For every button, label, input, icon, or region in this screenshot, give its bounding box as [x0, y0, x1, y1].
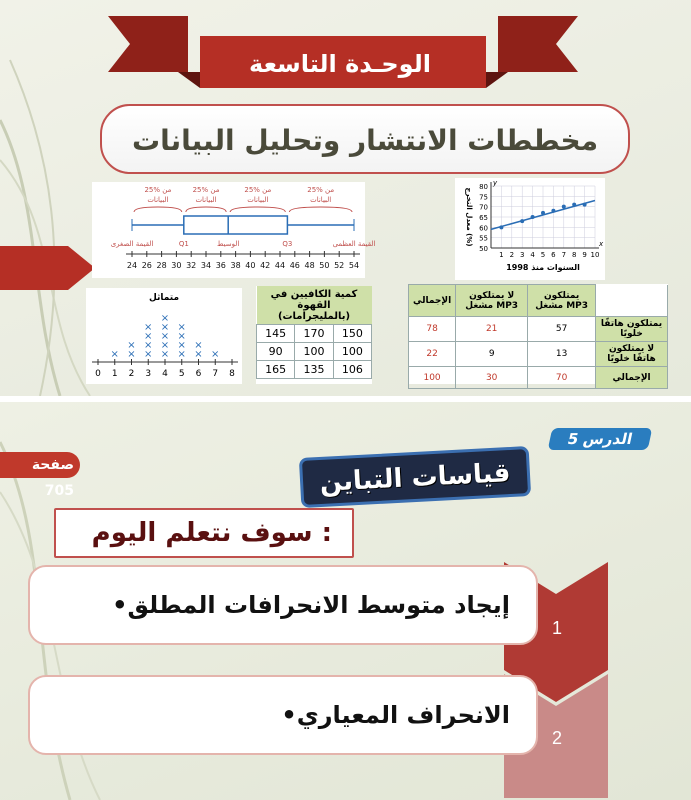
point-label: القيمة الصغرى [110, 240, 154, 248]
point-label: Q3 [282, 240, 293, 248]
point-label: القيمة العظمى [332, 240, 376, 248]
quartile-label: 25% من [244, 186, 272, 194]
tick-label: 2 [509, 251, 515, 259]
caffeine-table-card [256, 286, 372, 384]
twoway-cell: 78 [409, 317, 456, 342]
objective-item: •إيجاد متوسط الانحرافات المطلق [28, 565, 538, 645]
tick-label: 3 [145, 369, 152, 379]
lineplot-title: متماثل [148, 293, 180, 303]
tick-label: 46 [289, 261, 300, 270]
plot-mark: × [144, 322, 153, 333]
tick-label: 1 [499, 251, 504, 259]
twoway-row-header: يمتلكون هاتفًا خلويًا [596, 317, 668, 342]
lineplot-card [86, 288, 242, 384]
x-axis-label: السنوات منذ 1998 [506, 263, 580, 272]
data-point [562, 205, 566, 209]
twoway-row-header: الإجمالي [596, 367, 668, 389]
slide-unit-intro [0, 0, 691, 396]
plot-mark: × [144, 331, 153, 342]
lesson-title: قياسات التباين [299, 446, 531, 508]
quartile-brace [289, 207, 352, 212]
twoway-corner [596, 285, 668, 317]
tick-label: 8 [229, 369, 235, 379]
tick-label: 50 [479, 245, 488, 253]
plot-mark: × [144, 340, 153, 351]
tick-label: 6 [551, 251, 556, 259]
data-point [499, 225, 503, 229]
tick-label: 28 [156, 261, 167, 270]
data-point [520, 219, 524, 223]
quartile-label: 25% من [192, 186, 220, 194]
tick-label: 40 [245, 261, 256, 270]
tick-label: 2 [128, 369, 135, 379]
caffeine-cell: 100 [295, 343, 333, 361]
caffeine-cell: 90 [257, 343, 295, 361]
caffeine-table [256, 286, 372, 379]
scatter-figure [455, 178, 605, 280]
quartile-brace [186, 207, 226, 212]
tick-label: 8 [571, 251, 577, 259]
tick-label: 5 [178, 369, 185, 379]
twoway-col-header: يمتلكون مشغل MP3 [528, 285, 596, 317]
caffeine-cell: 135 [295, 361, 333, 379]
twoway-cell: 30 [456, 367, 528, 389]
tick-label: 10 [590, 251, 600, 259]
quartile-brace [134, 207, 182, 212]
twoway-row-header: لا يمتلكون هاتفًا خلويًا [596, 342, 668, 367]
tick-label: 75 [479, 193, 488, 202]
tick-label: 55 [479, 234, 488, 243]
tick-label: 44 [274, 261, 286, 270]
caffeine-cell: 106 [333, 361, 371, 379]
plot-mark: × [127, 340, 136, 351]
twoway-cell: 21 [456, 317, 528, 342]
quartile-label: البيانات [310, 196, 332, 204]
tick-label: 38 [230, 261, 241, 270]
plot-mark: × [211, 349, 220, 360]
axis-letter: x [599, 240, 604, 248]
red-arrow-decoration [0, 246, 95, 290]
data-point [531, 215, 535, 219]
axis-letter: y [493, 179, 498, 187]
point-label: Q1 [178, 240, 189, 248]
plot-mark: × [144, 349, 153, 360]
tick-label: 50 [319, 261, 330, 270]
tick-label: 65 [479, 214, 488, 222]
quartile-label: البيانات [247, 196, 269, 204]
plot-mark: × [160, 322, 170, 333]
caffeine-cell: 165 [257, 361, 295, 379]
twoway-cell: 100 [409, 367, 456, 389]
tick-label: 42 [260, 261, 271, 270]
lineplot-figure [86, 288, 242, 384]
unit-title: الوحـدة التاسعة [249, 50, 431, 78]
twoway-cell: 13 [528, 342, 596, 367]
boxplot-card [92, 182, 376, 278]
tick-label: 60 [479, 224, 488, 233]
plot-mark: × [177, 349, 186, 360]
learn-today-box: سوف نتعلم اليوم : [54, 508, 354, 558]
tick-label: 7 [561, 251, 567, 259]
scatter-card [455, 178, 605, 280]
y-axis-label: معدل التخرج (%) [465, 187, 473, 247]
tick-label: 5 [540, 251, 546, 259]
objective-number: 2 [552, 728, 563, 748]
data-point [572, 203, 576, 207]
quartile-label: البيانات [195, 196, 217, 204]
twoway-col-header: الإجمالي [409, 285, 456, 317]
quartile-label: 25% من [144, 186, 172, 194]
quartile-brace [230, 207, 285, 212]
tick-label: 80 [479, 183, 488, 191]
quartile-label: البيانات [147, 196, 169, 204]
plot-mark: × [177, 331, 186, 342]
twoway-cell: 57 [528, 317, 596, 342]
caffeine-header: كمية الكافيين في القهوة (بالمليجرامات) [257, 286, 372, 325]
page-badge: صفحة 705 [0, 452, 80, 478]
point-label: الوسيط [217, 240, 240, 248]
tick-label: 4 [162, 369, 168, 379]
plot-mark: × [110, 349, 119, 360]
plot-mark: × [127, 349, 136, 360]
tick-label: 4 [530, 251, 535, 259]
tick-label: 26 [141, 261, 152, 270]
data-point [541, 211, 545, 215]
twoway-table [408, 284, 668, 389]
slide-subtitle: مخططات الانتشار وتحليل البيانات [100, 104, 630, 174]
tick-label: 36 [215, 261, 226, 270]
plot-mark: × [194, 340, 203, 351]
tick-label: 52 [334, 261, 345, 270]
tick-label: 3 [519, 251, 525, 259]
twoway-table-card [408, 284, 668, 384]
caffeine-cell: 170 [295, 325, 333, 343]
caffeine-cell: 145 [257, 325, 295, 343]
tick-label: 6 [195, 369, 202, 379]
plot-mark: × [194, 349, 203, 360]
objective-number: 1 [552, 618, 563, 638]
lesson-badge: الدرس 5 [548, 428, 653, 450]
tick-label: 32 [186, 261, 197, 270]
data-point [583, 203, 587, 207]
caffeine-cell: 150 [333, 325, 371, 343]
tick-label: 70 [479, 203, 488, 212]
plot-mark: × [160, 313, 170, 324]
twoway-cell: 70 [528, 367, 596, 389]
tick-label: 34 [200, 261, 212, 270]
plot-mark: × [177, 340, 186, 351]
boxplot-figure [92, 182, 376, 278]
twoway-col-header: لا يمتلكون مشغل MP3 [456, 285, 528, 317]
plot-mark: × [160, 340, 170, 351]
tick-label: 9 [582, 251, 587, 259]
tick-label: 7 [212, 369, 219, 379]
tick-label: 54 [348, 261, 360, 270]
tick-label: 30 [171, 261, 182, 270]
quartile-label: 25% من [307, 186, 335, 194]
data-point [551, 209, 555, 213]
twoway-cell: 9 [456, 342, 528, 367]
caffeine-cell: 100 [333, 343, 371, 361]
plot-mark: × [177, 322, 186, 333]
tick-label: 48 [304, 261, 315, 270]
objective-item: •الانحراف المعياري [28, 675, 538, 755]
twoway-cell: 22 [409, 342, 456, 367]
plot-mark: × [160, 349, 170, 360]
tick-label: 0 [95, 369, 101, 379]
plot-mark: × [160, 331, 170, 342]
tick-label: 24 [126, 261, 138, 270]
tick-label: 1 [111, 369, 118, 379]
box [184, 216, 288, 234]
